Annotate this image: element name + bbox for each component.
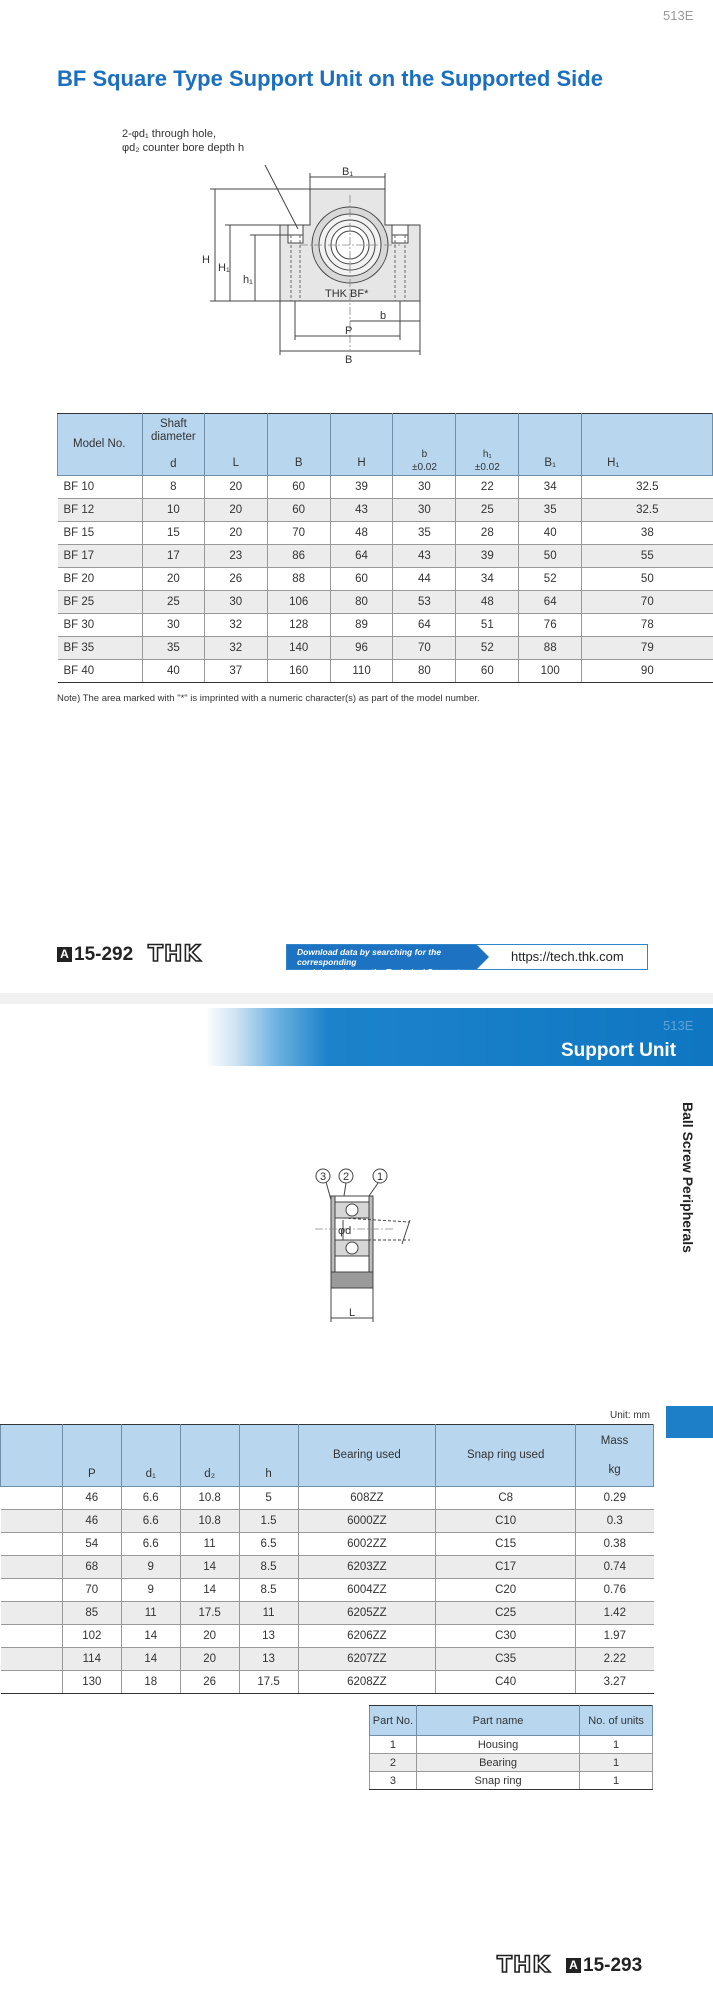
table-cell: 64 [519,591,582,614]
table-row [1,1579,654,1602]
header-bearing-used: Bearing used [298,1425,436,1487]
table-cell: C30 [436,1625,576,1648]
table-cell: 10.8 [180,1487,239,1510]
table-cell: 88 [267,568,330,591]
thk-logo: THK [497,1953,551,1978]
table-cell: 17 [142,545,204,568]
dimension-label-B1: B₁ [342,166,354,178]
table-cell: 35 [393,522,456,545]
table-row [58,522,713,545]
table-row [1,1671,654,1694]
table-cell: 43 [330,499,393,522]
dimension-label-P: P [345,325,353,337]
dimension-label-h1: h₁ [243,274,253,286]
header-H: H [330,414,393,476]
table-cell: 15 [142,522,204,545]
table-cell: 53 [393,591,456,614]
table-row [1,1602,654,1625]
header-mass [576,1425,654,1487]
table-cell: 18 [121,1671,180,1694]
header-H1: H₁ [582,414,713,476]
header-h1-label: h₁ [482,449,492,460]
table-cell: 1.97 [576,1625,654,1648]
table-cell: 60 [456,660,519,683]
table-cell: BF 15 [58,522,143,545]
table-cell: 30 [393,476,456,499]
table-cell: 70 [582,591,713,614]
table-cell: 48 [456,591,519,614]
table-cell: 1 [580,1772,653,1790]
header-b-tolerance: ±0.02 [411,462,437,473]
table-cell: 128 [267,614,330,637]
table-note: Note) The area marked with "*" is imprinted with a numeric character(s) as part of the model number. [57,693,480,704]
table-row [58,568,713,591]
header-snap-ring-used: Snap ring used [436,1425,576,1487]
header-B1: B₁ [519,414,582,476]
table-cell: 14 [180,1579,239,1602]
table-row [370,1772,653,1790]
table-cell: 32 [204,637,267,660]
page-number-left [57,944,133,966]
header-part-name: Part name [416,1706,579,1736]
table-cell: 70 [267,522,330,545]
table-cell: 80 [393,660,456,683]
header-H1-continued [1,1425,63,1487]
thk-logo: THK [148,942,202,967]
table-cell: 5 [239,1487,298,1510]
table-cell: 26 [180,1671,239,1694]
table-cell: 54 [62,1533,121,1556]
table-cell: BF 25 [58,591,143,614]
table-cell: 60 [330,568,393,591]
header-h: h [239,1425,298,1487]
header-d2: d₂ [180,1425,239,1487]
table-cell: 114 [62,1648,121,1671]
table-cell: 30 [204,591,267,614]
table-cell: 6206ZZ [298,1625,436,1648]
table-cell: 10 [142,499,204,522]
table-cell: 6.5 [239,1533,298,1556]
table-row [1,1648,654,1671]
table-row [1,1625,654,1648]
table-cell: 40 [519,522,582,545]
table-cell: 0.76 [576,1579,654,1602]
table-cell [1,1579,63,1602]
side-tab-marker [666,1406,713,1438]
page-number-text: 15-293 [583,1955,643,1976]
header-P: P [62,1425,121,1487]
table-cell: 160 [267,660,330,683]
table-cell: 1.42 [576,1602,654,1625]
table-cell: 64 [393,614,456,637]
table-row [58,499,713,522]
table-cell: 96 [330,637,393,660]
table-cell [1,1602,63,1625]
table-cell: 46 [62,1510,121,1533]
table-cell: 9 [121,1556,180,1579]
bearing-table [0,1424,654,1694]
table-cell: 17.5 [180,1602,239,1625]
table-cell: 13 [239,1648,298,1671]
table-cell: 20 [204,476,267,499]
side-tab-label [678,1102,698,1302]
header-h1-tolerance: ±0.02 [474,462,500,473]
table-cell: 8 [142,476,204,499]
table-cell: 76 [519,614,582,637]
table-cell: 2 [370,1754,417,1772]
header-b-label: b [421,449,428,460]
length-label-L: L [349,1307,356,1319]
table-cell [1,1556,63,1579]
table-cell [1,1671,63,1694]
table-cell: 52 [519,568,582,591]
table-cell: 6.6 [121,1533,180,1556]
page-title: BF Square Type Support Unit on the Supported Side [57,66,603,91]
table-cell: 39 [456,545,519,568]
page-code: 513E [663,8,694,23]
callout-1-text: 1 [377,1171,384,1183]
table-cell: 43 [393,545,456,568]
header-B: B [267,414,330,476]
callout-holes-text: 2-φd₁ through hole, [122,128,217,140]
table-cell: 140 [267,637,330,660]
table-cell: 37 [204,660,267,683]
table-cell: 88 [519,637,582,660]
table-cell: BF 20 [58,568,143,591]
table-cell: 26 [204,568,267,591]
table-cell: 20 [180,1625,239,1648]
catalog-page-left [0,0,713,993]
table-cell: 6.6 [121,1487,180,1510]
table-cell: 0.3 [576,1510,654,1533]
table-cell: 14 [121,1625,180,1648]
bore-diameter-label: φd [338,1225,352,1237]
table-cell: 20 [204,499,267,522]
table-cell: 55 [582,545,713,568]
table-cell: 51 [456,614,519,637]
table-cell: BF 40 [58,660,143,683]
dimension-label-H: H [202,254,210,266]
table-cell: 32.5 [582,476,713,499]
table-cell: 90 [582,660,713,683]
table-cell: 50 [519,545,582,568]
table-row [1,1533,654,1556]
dimension-label-B: B [345,354,353,365]
page-number-right [566,1955,642,1977]
table-cell: 6002ZZ [298,1533,436,1556]
callout-3-text: 3 [320,1171,327,1183]
header-shaft-diameter [142,414,204,476]
section-a-icon: A [57,947,72,962]
table-cell [1,1487,63,1510]
table-cell: 8.5 [239,1579,298,1602]
table-cell: 6.6 [121,1510,180,1533]
header-mass-label: Mass [600,1434,629,1447]
unit-label: Unit: mm [610,1410,650,1421]
table-cell: 60 [267,476,330,499]
table-cell: 20 [204,522,267,545]
table-cell: 86 [267,545,330,568]
table-cell: 48 [330,522,393,545]
table-cell: 64 [330,545,393,568]
table-cell: BF 30 [58,614,143,637]
parts-table [369,1705,653,1790]
table-cell: C10 [436,1510,576,1533]
model-marking-label: THK BF* [325,288,369,300]
header-L: L [204,414,267,476]
table-cell: 60 [267,499,330,522]
table-row [1,1487,654,1510]
table-cell: 78 [582,614,713,637]
dimension-label-b: b [380,310,387,322]
table-row [58,660,713,683]
header-d: d [170,458,177,470]
table-cell: 89 [330,614,393,637]
table-cell: C8 [436,1487,576,1510]
header-model-no: Model No. [58,414,143,476]
table-cell: 28 [456,522,519,545]
table-cell: 34 [519,476,582,499]
table-cell: C20 [436,1579,576,1602]
table-cell: 20 [142,568,204,591]
catalog-page-right [0,1004,713,2007]
table-cell: 0.74 [576,1556,654,1579]
table-cell: 85 [62,1602,121,1625]
table-cell: Bearing [416,1754,579,1772]
table-cell: 11 [180,1533,239,1556]
table-cell: 30 [393,499,456,522]
table-cell: 0.38 [576,1533,654,1556]
table-cell: 11 [121,1602,180,1625]
table-cell: 11 [239,1602,298,1625]
table-cell: C15 [436,1533,576,1556]
table-cell: 6205ZZ [298,1602,436,1625]
table-cell: 52 [456,637,519,660]
table-cell: 35 [142,637,204,660]
table-cell: 1 [370,1736,417,1754]
table-cell: BF 12 [58,499,143,522]
table-cell: 25 [456,499,519,522]
header-h1 [456,414,519,476]
table-cell: BF 17 [58,545,143,568]
table-cell: 8.5 [239,1556,298,1579]
table-cell: 70 [62,1579,121,1602]
table-cell: 3 [370,1772,417,1790]
section-title: Support Unit [561,1040,677,1061]
table-cell: 39 [330,476,393,499]
table-cell: 20 [180,1648,239,1671]
table-cell: 100 [519,660,582,683]
table-cell: 2.22 [576,1648,654,1671]
table-cell: 70 [393,637,456,660]
table-cell: Housing [416,1736,579,1754]
download-link[interactable] [286,944,648,987]
table-cell [1,1648,63,1671]
page-number-text: 15-292 [74,944,134,965]
header-b [393,414,456,476]
table-row [58,476,713,499]
table-row [58,637,713,660]
table-cell: C25 [436,1602,576,1625]
table-cell: BF 35 [58,637,143,660]
table-cell: 6207ZZ [298,1648,436,1671]
table-row [1,1556,654,1579]
page-code: 513E [663,1018,694,1033]
arrow-right-icon [477,945,489,969]
table-cell: 46 [62,1487,121,1510]
table-cell: 130 [62,1671,121,1694]
support-unit-drawing [100,125,440,365]
table-cell: 80 [330,591,393,614]
table-cell: 608ZZ [298,1487,436,1510]
header-mass-unit: kg [608,1463,621,1476]
download-line-1: Download data by searching for the corresponding [297,947,442,967]
table-cell: 79 [582,637,713,660]
table-cell: 38 [582,522,713,545]
table-cell: 23 [204,545,267,568]
table-cell [1,1625,63,1648]
table-cell: 9 [121,1579,180,1602]
table-cell: 106 [267,591,330,614]
table-cell: 0.29 [576,1487,654,1510]
table-cell: 50 [582,568,713,591]
table-cell [1,1510,63,1533]
table-cell: 17.5 [239,1671,298,1694]
table-cell: 1 [580,1754,653,1772]
table-cell: C35 [436,1648,576,1671]
header-part-no: Part No. [370,1706,417,1736]
table-cell: 1 [580,1736,653,1754]
table-cell: 32.5 [582,499,713,522]
header-d1: d₁ [121,1425,180,1487]
table-cell: 102 [62,1625,121,1648]
support-site-url[interactable]: https://tech.thk.com [511,949,624,964]
table-cell: 25 [142,591,204,614]
table-cell: 6004ZZ [298,1579,436,1602]
table-row [58,545,713,568]
table-cell: 14 [180,1556,239,1579]
download-instruction [287,945,477,987]
table-cell: 22 [456,476,519,499]
table-cell: 35 [519,499,582,522]
table-cell: 6203ZZ [298,1556,436,1579]
table-cell: 40 [142,660,204,683]
table-cell: BF 10 [58,476,143,499]
cross-section-drawing [305,1162,425,1342]
table-row [1,1510,654,1533]
header-shaft-label: Shaft diameter [151,418,196,443]
table-row [370,1754,653,1772]
table-cell: 110 [330,660,393,683]
table-cell [1,1533,63,1556]
section-a-icon: A [566,1958,581,1973]
table-cell: C40 [436,1671,576,1694]
table-cell: 10.8 [180,1510,239,1533]
side-tab-text: Ball Screw Peripherals [680,1102,696,1253]
callout-counterbore-text: φd₂ counter bore depth h [122,142,245,154]
dimension-table [57,413,713,683]
dimension-label-H1: H₁ [218,262,230,274]
table-cell: 13 [239,1625,298,1648]
callout-2-text: 2 [343,1171,350,1183]
table-cell: 32 [204,614,267,637]
table-cell: 30 [142,614,204,637]
table-row [58,614,713,637]
table-cell: 3.27 [576,1671,654,1694]
table-cell: 34 [456,568,519,591]
table-cell: 14 [121,1648,180,1671]
table-cell: C17 [436,1556,576,1579]
table-row [370,1736,653,1754]
table-row [58,591,713,614]
table-cell: 1.5 [239,1510,298,1533]
download-line-2: model number on the Technical Support site. [297,967,460,987]
table-cell: 68 [62,1556,121,1579]
table-cell: 6208ZZ [298,1671,436,1694]
table-cell: 6000ZZ [298,1510,436,1533]
table-cell: Snap ring [416,1772,579,1790]
header-no-of-units: No. of units [580,1706,653,1736]
table-cell: 44 [393,568,456,591]
